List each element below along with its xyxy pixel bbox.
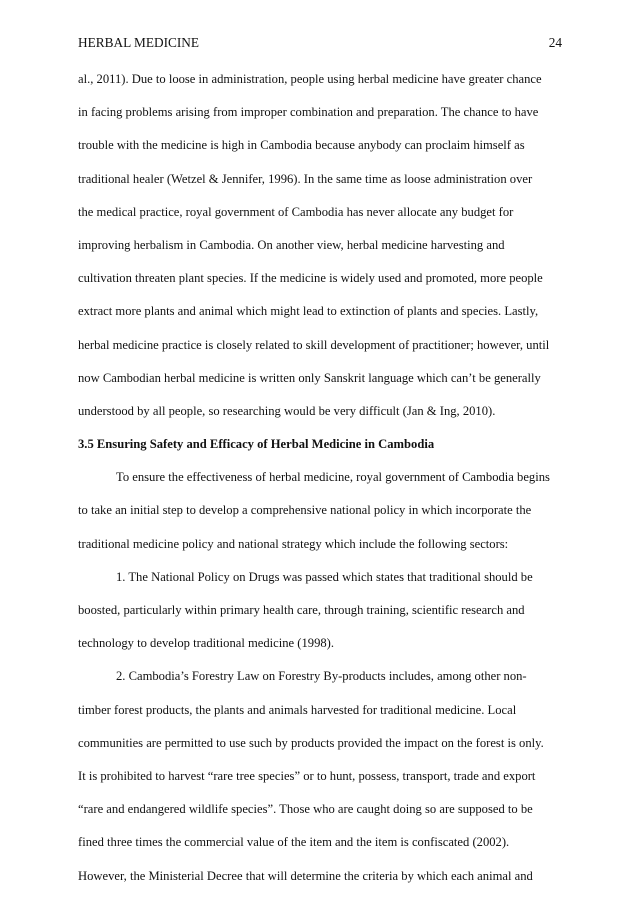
text-line: To ensure the effectiveness of herbal medicine, royal government of Cambodia begins [116,470,550,485]
text-line: boosted, particularly within primary health care, through training, scientific research and [78,603,525,617]
text-line: It is prohibited to harvest “rare tree species” or to hunt, possess, transport, trade and export [78,768,536,783]
body-text [78,63,562,893]
text-line: to take an initial step to develop a comprehensive national policy in which incorporate the [78,503,532,518]
text-line: technology to develop traditional medicine (1998). [78,636,335,651]
text-line: traditional medicine policy and national strategy which include the following sectors: [78,536,509,551]
text-line: improving herbalism in Cambodia. On another view, herbal medicine harvesting and [78,237,505,252]
text-line: communities are permitted to use such by products provided the impact on the forest is only. [78,735,544,750]
text-line: cultivation threaten plant species. If the medicine is widely used and promoted, more people [78,271,543,286]
text-line: in facing problems arising from improper combination and preparation. The chance to have [78,105,539,120]
text-line: 1. The National Policy on Drugs was passed which states that traditional should be [116,569,533,584]
text-line: fined three times the commercial value of the item and the item is confiscated (2002). [78,835,510,850]
text-line: 2. Cambodia’s Forestry Law on Forestry By-products includes, among other non- [116,669,527,684]
text-line: understood by all people, so researching would be very difficult (Jan & Ing, 2010). [78,403,496,418]
text-line: However, the Ministerial Decree that will determine the criteria by which each animal and [78,868,533,883]
page-header [78,35,562,57]
text-line: trouble with the medicine is high in Cambodia because anybody can proclaim himself as [78,138,525,153]
section-heading: 3.5 Ensuring Safety and Efficacy of Herbal Medicine in Cambodia [78,437,435,452]
text-line: herbal medicine practice is closely related to skill development of practitioner; however, until [78,337,550,352]
text-line: “rare and endangered wildlife species”. Those who are caught doing so are supposed to be [78,802,533,817]
text-line: now Cambodian herbal medicine is written only Sanskrit language which can’t be generally [78,370,541,385]
text-line: traditional healer (Wetzel & Jennifer, 1996). In the same time as loose administration over [78,171,533,186]
text-line: the medical practice, royal government of Cambodia has never allocate any budget for [78,204,514,219]
text-line: al., 2011). Due to loose in administration, people using herbal medicine have greater chance [78,72,542,86]
running-head: HERBAL MEDICINE [78,35,200,50]
page-number: 24 [548,35,562,50]
text-line: extract more plants and animal which might lead to extinction of plants and species. Lastly, [78,304,539,319]
text-line: timber forest products, the plants and animals harvested for traditional medicine. Local [78,702,517,717]
